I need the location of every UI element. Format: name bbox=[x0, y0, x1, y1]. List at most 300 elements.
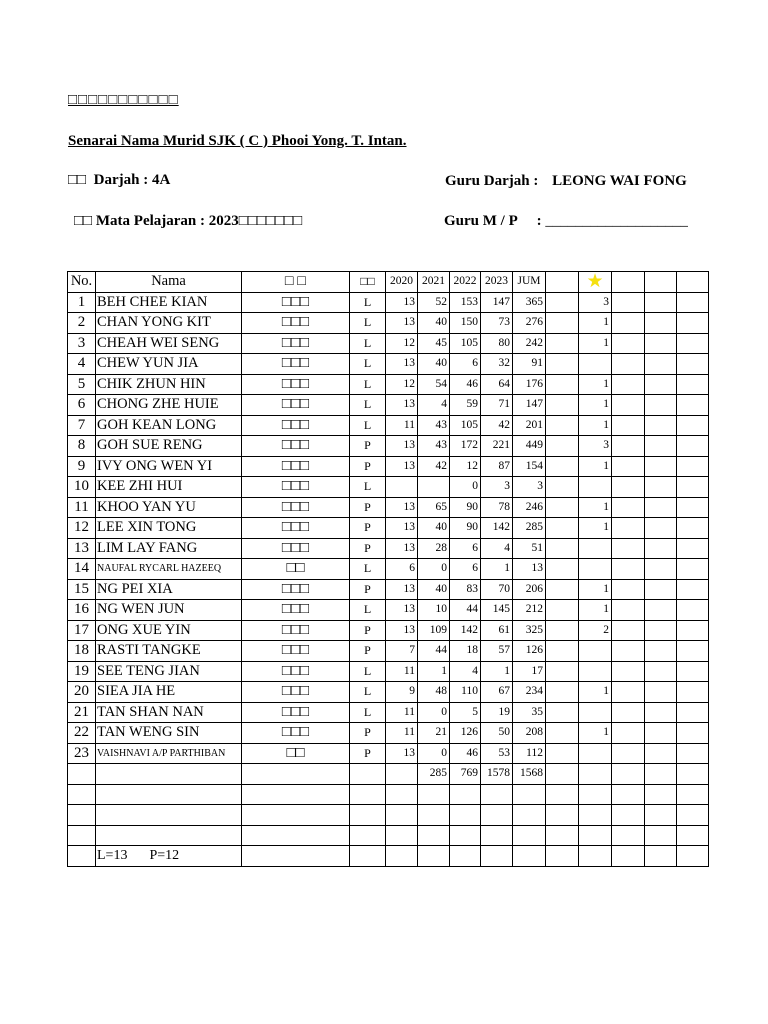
student-chinese-name: □□□ bbox=[242, 723, 350, 744]
blank-cell bbox=[513, 805, 546, 826]
score-2022: 83 bbox=[450, 579, 481, 600]
score-2022: 105 bbox=[450, 333, 481, 354]
student-chinese-name: □□ bbox=[242, 743, 350, 764]
score-2023: 67 bbox=[481, 682, 513, 703]
table-row bbox=[68, 600, 709, 621]
score-2020: 13 bbox=[386, 313, 418, 334]
blank-cell bbox=[645, 825, 677, 846]
blank-cell bbox=[677, 641, 709, 662]
student-chinese-name: □□□ bbox=[242, 374, 350, 395]
student-sex: P bbox=[350, 579, 386, 600]
blank-cell bbox=[546, 846, 579, 867]
blank-cell bbox=[418, 805, 450, 826]
student-chinese-name: □□□ bbox=[242, 579, 350, 600]
header-blank bbox=[645, 272, 677, 293]
score-2020 bbox=[386, 477, 418, 498]
blank-cell bbox=[677, 559, 709, 580]
score-2020: 13 bbox=[386, 518, 418, 539]
star-count: 1 bbox=[579, 682, 612, 703]
score-2020: 11 bbox=[386, 702, 418, 723]
row-number: 15 bbox=[68, 579, 96, 600]
row-number: 21 bbox=[68, 702, 96, 723]
score-2020: 13 bbox=[386, 579, 418, 600]
student-sex: P bbox=[350, 518, 386, 539]
blank-cell bbox=[418, 784, 450, 805]
score-2020: 12 bbox=[386, 374, 418, 395]
table-row bbox=[68, 436, 709, 457]
blank-cell bbox=[612, 538, 645, 559]
student-chinese-name: □□□ bbox=[242, 436, 350, 457]
score-2020: 6 bbox=[386, 559, 418, 580]
score-jum: 126 bbox=[513, 641, 546, 662]
blank-cell bbox=[677, 600, 709, 621]
student-name: BEH CHEE KIAN bbox=[96, 292, 242, 313]
score-2022: 172 bbox=[450, 436, 481, 457]
blank-cell bbox=[546, 497, 579, 518]
student-name: LIM LAY FANG bbox=[96, 538, 242, 559]
blank-cell bbox=[677, 538, 709, 559]
page-title: Senarai Nama Murid SJK ( C ) Phooi Yong. T. Intan. bbox=[68, 133, 407, 149]
guru-mp-blank: ___________________ bbox=[545, 213, 688, 229]
blank-cell bbox=[645, 846, 677, 867]
blank-cell bbox=[677, 784, 709, 805]
blank-cell bbox=[645, 682, 677, 703]
blank-cell bbox=[645, 538, 677, 559]
score-2020: 13 bbox=[386, 538, 418, 559]
score-jum: 285 bbox=[513, 518, 546, 539]
student-sex: P bbox=[350, 456, 386, 477]
row-number: 11 bbox=[68, 497, 96, 518]
blank-cell bbox=[612, 825, 645, 846]
score-2022: 4 bbox=[450, 661, 481, 682]
blank-cell bbox=[677, 579, 709, 600]
blank-cell bbox=[350, 784, 386, 805]
score-jum: 154 bbox=[513, 456, 546, 477]
student-sex: P bbox=[350, 620, 386, 641]
blank-cell bbox=[242, 805, 350, 826]
star-count: 1 bbox=[579, 456, 612, 477]
blank-cell bbox=[677, 743, 709, 764]
blank-cell bbox=[546, 559, 579, 580]
student-chinese-name: □□□ bbox=[242, 538, 350, 559]
blank-cell bbox=[386, 784, 418, 805]
student-chinese-name: □□□ bbox=[242, 702, 350, 723]
student-chinese-name: □□□ bbox=[242, 354, 350, 375]
score-2023: 42 bbox=[481, 415, 513, 436]
blank-cell bbox=[546, 415, 579, 436]
student-name: RASTI TANGKE bbox=[96, 641, 242, 662]
blank-cell bbox=[612, 436, 645, 457]
blank-cell bbox=[612, 764, 645, 785]
score-2021: 40 bbox=[418, 313, 450, 334]
blank-cell bbox=[546, 723, 579, 744]
blank-cell bbox=[546, 661, 579, 682]
score-2023: 73 bbox=[481, 313, 513, 334]
header-2023: 2023 bbox=[481, 272, 513, 293]
row-number: 13 bbox=[68, 538, 96, 559]
blank-cell bbox=[96, 805, 242, 826]
score-jum: 246 bbox=[513, 497, 546, 518]
blank-cell bbox=[645, 784, 677, 805]
score-2021: 65 bbox=[418, 497, 450, 518]
blank-cell bbox=[645, 579, 677, 600]
table-header-row bbox=[68, 272, 709, 293]
blank-cell bbox=[645, 518, 677, 539]
score-2020: 7 bbox=[386, 641, 418, 662]
blank-cell bbox=[579, 805, 612, 826]
header-blank bbox=[546, 272, 579, 293]
blank-cell bbox=[513, 846, 546, 867]
blank-cell bbox=[546, 805, 579, 826]
row-number: 10 bbox=[68, 477, 96, 498]
blank-cell bbox=[645, 456, 677, 477]
score-2020: 13 bbox=[386, 354, 418, 375]
score-2023: 53 bbox=[481, 743, 513, 764]
blank-cell bbox=[68, 764, 96, 785]
student-chinese-name: □□□ bbox=[242, 333, 350, 354]
star-count: 1 bbox=[579, 579, 612, 600]
blank-cell bbox=[96, 784, 242, 805]
score-2023: 145 bbox=[481, 600, 513, 621]
score-2022: 110 bbox=[450, 682, 481, 703]
row-number: 7 bbox=[68, 415, 96, 436]
blank-cell bbox=[546, 579, 579, 600]
blank-cell bbox=[481, 784, 513, 805]
blank-cell bbox=[386, 825, 418, 846]
score-2023: 1 bbox=[481, 661, 513, 682]
gender-summary bbox=[96, 846, 242, 867]
blank-cell bbox=[645, 723, 677, 744]
student-sex: P bbox=[350, 538, 386, 559]
student-sex: L bbox=[350, 559, 386, 580]
blank-cell bbox=[242, 825, 350, 846]
score-2020: 13 bbox=[386, 743, 418, 764]
header-2021: 2021 bbox=[418, 272, 450, 293]
blank-cell bbox=[612, 415, 645, 436]
score-2020: 11 bbox=[386, 415, 418, 436]
table-row bbox=[68, 354, 709, 375]
blank-cell bbox=[450, 846, 481, 867]
score-jum: 3 bbox=[513, 477, 546, 498]
summary-row bbox=[68, 846, 709, 867]
table-row bbox=[68, 682, 709, 703]
student-name: CHEW YUN JIA bbox=[96, 354, 242, 375]
guru-mp-colon: : bbox=[536, 213, 542, 229]
blank-cell bbox=[645, 600, 677, 621]
guru-mp-line bbox=[444, 213, 688, 230]
darjah-prefix: □□ bbox=[68, 172, 87, 188]
blank-cell bbox=[546, 825, 579, 846]
blank-cell bbox=[242, 846, 350, 867]
blank-cell bbox=[645, 395, 677, 416]
empty-row bbox=[68, 805, 709, 826]
blank-cell bbox=[612, 518, 645, 539]
blank-cell bbox=[612, 805, 645, 826]
blank-cell bbox=[612, 456, 645, 477]
blank-cell bbox=[612, 497, 645, 518]
student-sex: L bbox=[350, 661, 386, 682]
blank-cell bbox=[677, 702, 709, 723]
score-2021: 1 bbox=[418, 661, 450, 682]
row-number: 19 bbox=[68, 661, 96, 682]
darjah-label: Darjah : 4A bbox=[93, 172, 171, 188]
score-jum: 35 bbox=[513, 702, 546, 723]
score-jum: 176 bbox=[513, 374, 546, 395]
blank-cell bbox=[546, 436, 579, 457]
student-chinese-name: □□□ bbox=[242, 456, 350, 477]
score-2023: 71 bbox=[481, 395, 513, 416]
blank-cell bbox=[677, 436, 709, 457]
blank-cell bbox=[645, 477, 677, 498]
student-chinese-name: □□□ bbox=[242, 661, 350, 682]
student-chinese-name: □□□ bbox=[242, 518, 350, 539]
score-2021: 109 bbox=[418, 620, 450, 641]
blank-cell bbox=[677, 723, 709, 744]
star-count bbox=[579, 538, 612, 559]
blank-cell bbox=[677, 682, 709, 703]
row-number: 8 bbox=[68, 436, 96, 457]
blank-cell bbox=[546, 620, 579, 641]
table-row bbox=[68, 456, 709, 477]
student-chinese-name: □□□ bbox=[242, 477, 350, 498]
row-number: 22 bbox=[68, 723, 96, 744]
total-jum: 1568 bbox=[513, 764, 546, 785]
header-sex: □□ bbox=[350, 272, 386, 293]
blank-cell bbox=[546, 600, 579, 621]
table-row bbox=[68, 641, 709, 662]
student-name: LEE XIN TONG bbox=[96, 518, 242, 539]
blank-cell bbox=[612, 620, 645, 641]
table-row bbox=[68, 313, 709, 334]
student-chinese-name: □□□ bbox=[242, 415, 350, 436]
table-row bbox=[68, 477, 709, 498]
student-name: KEE ZHI HUI bbox=[96, 477, 242, 498]
student-name: IVY ONG WEN YI bbox=[96, 456, 242, 477]
table-row bbox=[68, 620, 709, 641]
student-name: CHIK ZHUN HIN bbox=[96, 374, 242, 395]
blank-cell bbox=[645, 436, 677, 457]
row-number: 18 bbox=[68, 641, 96, 662]
star-count: 1 bbox=[579, 395, 612, 416]
student-name: NAUFAL RYCARL HAZEEQ bbox=[96, 559, 242, 580]
blank-cell bbox=[546, 313, 579, 334]
score-2021: 40 bbox=[418, 354, 450, 375]
guru-darjah-value: LEONG WAI FONG bbox=[552, 173, 687, 189]
score-jum: 365 bbox=[513, 292, 546, 313]
blank-cell bbox=[612, 723, 645, 744]
score-2020: 13 bbox=[386, 600, 418, 621]
student-sex: L bbox=[350, 333, 386, 354]
score-2021: 44 bbox=[418, 641, 450, 662]
blank-cell bbox=[450, 825, 481, 846]
row-number: 16 bbox=[68, 600, 96, 621]
blank-cell bbox=[645, 661, 677, 682]
star-count: 1 bbox=[579, 723, 612, 744]
table-row bbox=[68, 497, 709, 518]
blank-cell bbox=[612, 477, 645, 498]
blank-cell bbox=[96, 764, 242, 785]
score-2020: 11 bbox=[386, 723, 418, 744]
score-2023: 221 bbox=[481, 436, 513, 457]
blank-cell bbox=[513, 784, 546, 805]
blank-cell bbox=[677, 825, 709, 846]
blank-cell bbox=[645, 333, 677, 354]
score-2023: 3 bbox=[481, 477, 513, 498]
score-2021: 40 bbox=[418, 579, 450, 600]
blank-cell bbox=[677, 805, 709, 826]
student-chinese-name: □□□ bbox=[242, 600, 350, 621]
star-count bbox=[579, 641, 612, 662]
table-row bbox=[68, 743, 709, 764]
blank-cell bbox=[645, 354, 677, 375]
blank-cell bbox=[546, 743, 579, 764]
score-2021: 21 bbox=[418, 723, 450, 744]
blank-cell bbox=[612, 682, 645, 703]
blank-cell bbox=[68, 825, 96, 846]
mata-pelajaran-line bbox=[74, 213, 302, 230]
blank-cell bbox=[242, 764, 350, 785]
score-2021: 43 bbox=[418, 436, 450, 457]
blank-cell bbox=[645, 620, 677, 641]
blank-cell bbox=[645, 415, 677, 436]
score-2020: 13 bbox=[386, 436, 418, 457]
score-2023: 32 bbox=[481, 354, 513, 375]
blank-cell bbox=[546, 764, 579, 785]
score-2020: 13 bbox=[386, 456, 418, 477]
blank-cell bbox=[546, 395, 579, 416]
blank-cell bbox=[612, 600, 645, 621]
blank-cell bbox=[350, 846, 386, 867]
blank-cell bbox=[645, 497, 677, 518]
student-sex: P bbox=[350, 641, 386, 662]
score-2021: 0 bbox=[418, 559, 450, 580]
blank-cell bbox=[579, 825, 612, 846]
blank-cell bbox=[418, 846, 450, 867]
score-2020: 13 bbox=[386, 395, 418, 416]
blank-cell bbox=[612, 784, 645, 805]
score-2022: 59 bbox=[450, 395, 481, 416]
student-sex: L bbox=[350, 477, 386, 498]
score-jum: 234 bbox=[513, 682, 546, 703]
score-2022: 44 bbox=[450, 600, 481, 621]
blank-cell bbox=[677, 477, 709, 498]
star-count: 1 bbox=[579, 415, 612, 436]
blank-cell bbox=[612, 559, 645, 580]
blank-cell bbox=[450, 805, 481, 826]
row-number: 20 bbox=[68, 682, 96, 703]
blank-cell bbox=[579, 846, 612, 867]
empty-row bbox=[68, 825, 709, 846]
star-count: 1 bbox=[579, 374, 612, 395]
star-count bbox=[579, 743, 612, 764]
score-2021: 10 bbox=[418, 600, 450, 621]
star-count: 1 bbox=[579, 600, 612, 621]
student-chinese-name: □□□ bbox=[242, 292, 350, 313]
star-count bbox=[579, 702, 612, 723]
blank-cell bbox=[645, 559, 677, 580]
darjah-line bbox=[68, 172, 170, 189]
blank-cell bbox=[579, 764, 612, 785]
score-2022: 142 bbox=[450, 620, 481, 641]
blank-cell bbox=[677, 497, 709, 518]
score-2023: 1 bbox=[481, 559, 513, 580]
table-row bbox=[68, 723, 709, 744]
table-row bbox=[68, 292, 709, 313]
blank-cell bbox=[677, 415, 709, 436]
score-2023: 19 bbox=[481, 702, 513, 723]
score-2022: 90 bbox=[450, 518, 481, 539]
blank-cell bbox=[386, 805, 418, 826]
score-2021: 4 bbox=[418, 395, 450, 416]
table-row bbox=[68, 374, 709, 395]
blank-cell bbox=[677, 313, 709, 334]
score-jum: 112 bbox=[513, 743, 546, 764]
row-number: 2 bbox=[68, 313, 96, 334]
blank-cell bbox=[546, 456, 579, 477]
score-2021: 45 bbox=[418, 333, 450, 354]
student-name: SIEA JIA HE bbox=[96, 682, 242, 703]
total-2021: 285 bbox=[418, 764, 450, 785]
blank-cell bbox=[350, 805, 386, 826]
header-2022: 2022 bbox=[450, 272, 481, 293]
blank-cell bbox=[579, 784, 612, 805]
student-name: CHONG ZHE HUIE bbox=[96, 395, 242, 416]
blank-cell bbox=[677, 456, 709, 477]
student-name: CHEAH WEI SENG bbox=[96, 333, 242, 354]
student-name: NG WEN JUN bbox=[96, 600, 242, 621]
blank-cell bbox=[677, 764, 709, 785]
guru-darjah-line bbox=[445, 173, 687, 190]
score-2021: 48 bbox=[418, 682, 450, 703]
table-row bbox=[68, 518, 709, 539]
table-row bbox=[68, 661, 709, 682]
score-jum: 91 bbox=[513, 354, 546, 375]
header-2020: 2020 bbox=[386, 272, 418, 293]
blank-cell bbox=[612, 579, 645, 600]
score-2020: 12 bbox=[386, 333, 418, 354]
student-name: GOH SUE RENG bbox=[96, 436, 242, 457]
table-row bbox=[68, 702, 709, 723]
score-2022: 90 bbox=[450, 497, 481, 518]
blank-cell bbox=[386, 846, 418, 867]
student-chinese-name: □□□ bbox=[242, 641, 350, 662]
star-count: 1 bbox=[579, 518, 612, 539]
blank-cell bbox=[350, 764, 386, 785]
header-blank bbox=[612, 272, 645, 293]
star-count: 2 bbox=[579, 620, 612, 641]
score-2020: 9 bbox=[386, 682, 418, 703]
score-2022: 5 bbox=[450, 702, 481, 723]
score-2020: 13 bbox=[386, 620, 418, 641]
student-chinese-name: □□□ bbox=[242, 682, 350, 703]
student-chinese-name: □□□ bbox=[242, 395, 350, 416]
score-jum: 206 bbox=[513, 579, 546, 600]
table-row bbox=[68, 333, 709, 354]
blank-cell bbox=[612, 292, 645, 313]
header-chinese-name: □ □ bbox=[242, 272, 350, 293]
score-2021: 54 bbox=[418, 374, 450, 395]
blank-cell bbox=[677, 292, 709, 313]
row-number: 6 bbox=[68, 395, 96, 416]
score-jum: 212 bbox=[513, 600, 546, 621]
blank-cell bbox=[546, 354, 579, 375]
score-2023: 80 bbox=[481, 333, 513, 354]
blank-cell bbox=[677, 354, 709, 375]
star-count bbox=[579, 354, 612, 375]
blank-cell bbox=[546, 682, 579, 703]
empty-row bbox=[68, 784, 709, 805]
student-sex: L bbox=[350, 600, 386, 621]
